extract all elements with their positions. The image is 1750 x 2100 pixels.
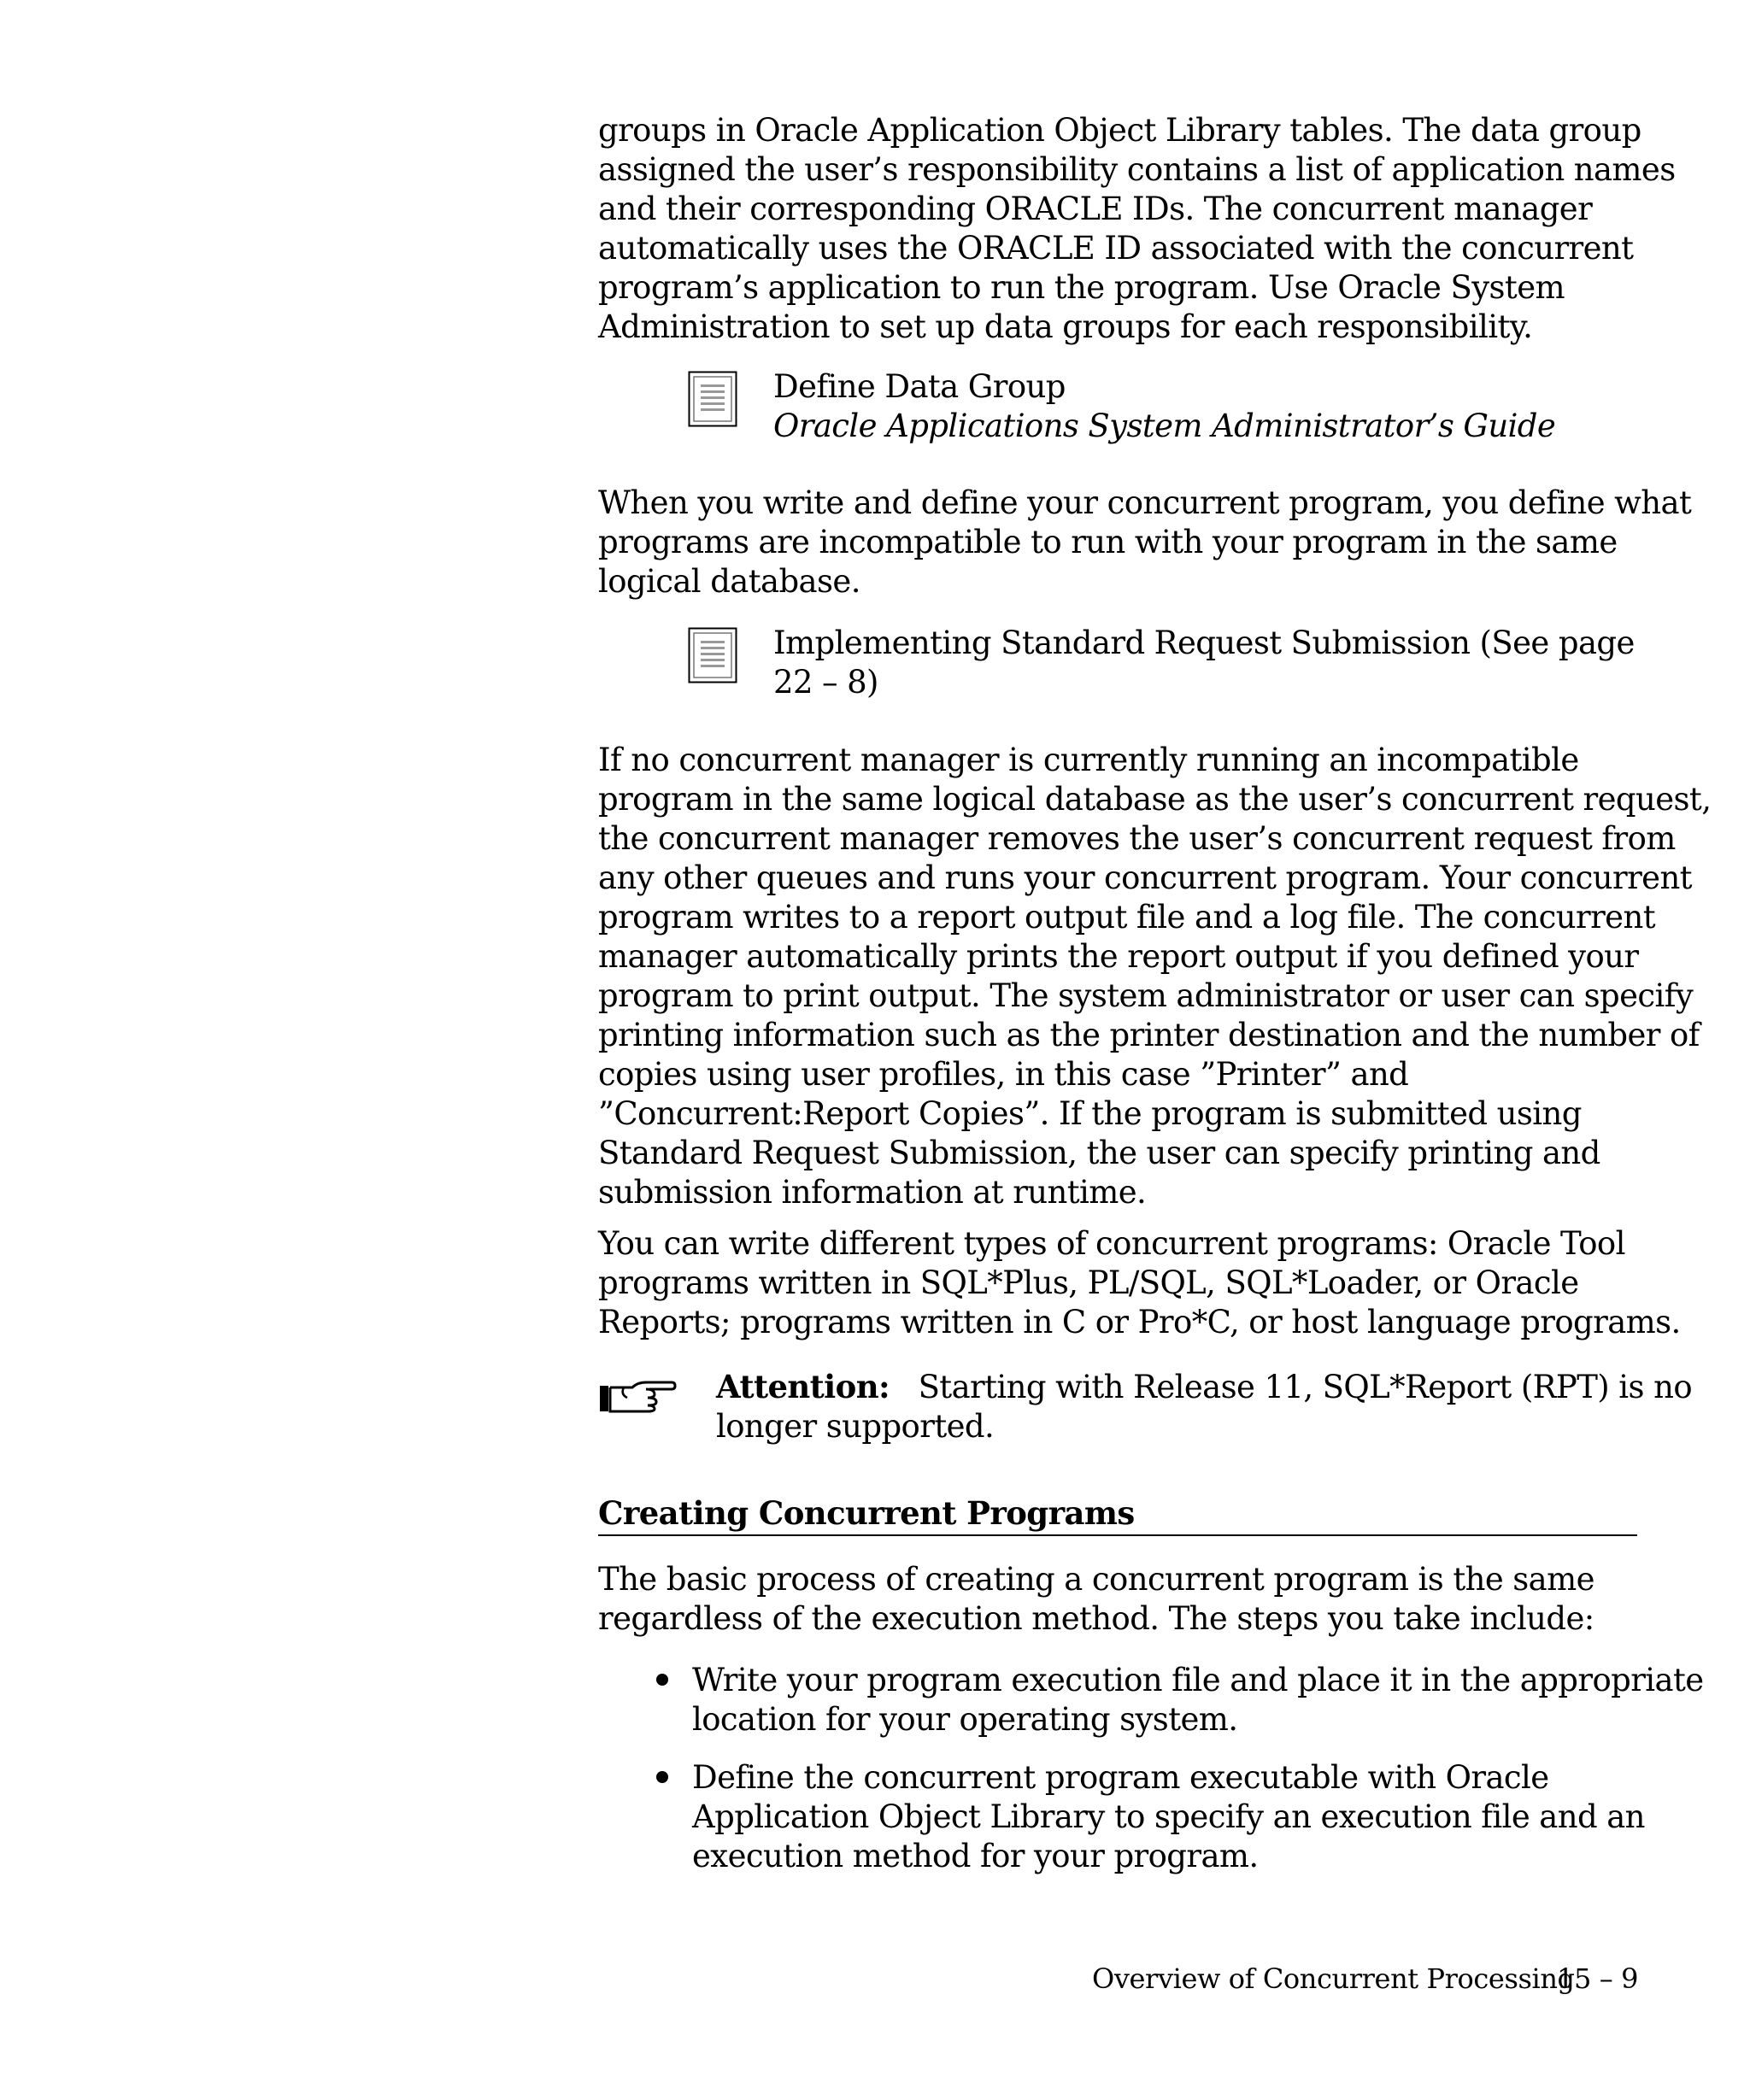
paragraph-basic-process: The basic process of creating a concurrent program is the same regardless of the execution method. The steps you take include: xyxy=(598,1561,1594,1637)
bullet-icon xyxy=(656,1771,668,1783)
paragraph-concurrent-manager: If no concurrent manager is currently running an incompatible program in the same logical database as the user’s concurrent request, the concurrent manager removes the user’s concurrent request from any other queues and runs your concurrent program. Your concurrent program writes to a report output file and a log file. The concurrent manager automatically prints the report output if you defined your program to print output. The system administrator or user can specify printing information such as the printer destination and the number of copies using user profiles, in this case ”Printer” and ”Concurrent:Report Copies”. If the program is submitted using Standard Request Submission, the user can specify printing and submission information at runtime. xyxy=(598,742,1712,1211)
attention-note xyxy=(598,1367,1692,1452)
reference-text: Define Data Group Oracle Applications System Administrator’s Guide xyxy=(773,368,1556,444)
footer-chapter-title: Overview of Concurrent Processing xyxy=(1092,1962,1575,1995)
reference-standard-request-submission xyxy=(688,624,1635,701)
document-page: groups in Oracle Application Object Library tables. The data group assigned the user’s responsibility contains a list of application names and their corresponding ORACLE IDs. The concurrent manager automatically uses the ORACLE ID associated with the concurrent program’s application to run the program. Use Oracle System Administration to set up data groups for each responsibility. Define Data Group Oracle Applications System Administrator’s Guide When you write and define your concurrent program, you define what programs are incompatible to run with your program in the same logical database. Implementing Standard Request Submission (See page 22 – 8) If no concurrent manager is currently running an incompatible program in the same logical database as the user’s concurrent request, the concurrent manager removes the user’s concurrent request from any other queues and runs your concurrent program. Your concurrent program writes to a report output file and a log file. The concurrent manager automatically prints the report output if you defined your program to print output. The system administrator or user can specify printing information such as the printer destination and the number of copies using user profiles, in this case ”Printer” and ”Concurrent:Report Copies”. If the program is submitted using Standard Request Submission, the user can specify printing and submission information at runtime. You can write different types of concurrent programs: Oracle Tool programs written in SQL*Plus, PL/SQL, SQL*Loader, or Oracle Reports; programs written in C or Pro*C, or host language programs. Attention: Starting with Release 11, SQL*Report (RPT) is no longer supported. Creating Concurrent Programs The basic process of creating a concurrent program is the same regardless of the execution method. The steps you take include: Write your program execution file and place it in the appropriate location for your operating system. Define the concurrent program executable with Oracle Application Object Library to specify an execution file and an execution method for your program. Overview of Concurrent Processing 15 – 9 xyxy=(598,112,1712,1995)
paragraph-data-groups: groups in Oracle Application Object Library tables. The data group assigned the user’s responsibility contains a list of application names and their corresponding ORACLE IDs. The concurrent manager automatically uses the ORACLE ID associated with the concurrent program’s application to run the program. Use Oracle System Administration to set up data groups for each responsibility. xyxy=(598,112,1676,345)
footer-page-number: 15 – 9 xyxy=(1557,1962,1639,1995)
pointing-hand-icon xyxy=(598,1379,677,1417)
section-heading: Creating Concurrent Programs xyxy=(598,1493,1637,1536)
reference-text: Implementing Standard Request Submission (See page 22 – 8) xyxy=(773,625,1635,701)
paragraph-program-types: You can write different types of concurrent programs: Oracle Tool programs written in SQL*Plus, PL/SQL, SQL*Loader, or Oracle Reports; programs written in C or Pro*C, or host language programs. xyxy=(598,1225,1681,1340)
document-icon xyxy=(688,371,737,427)
reference-define-data-group xyxy=(688,367,1628,444)
attention-text: Attention: Starting with Release 11, SQL*Report (RPT) is no longer supported. xyxy=(716,1368,1692,1445)
bullet-icon xyxy=(656,1674,668,1686)
paragraph-incompatible-programs: When you write and define your concurrent program, you define what programs are incompatible to run with your program in the same logical database. xyxy=(598,484,1692,600)
attention-label: Attention: xyxy=(716,1368,890,1405)
document-icon xyxy=(688,627,737,683)
